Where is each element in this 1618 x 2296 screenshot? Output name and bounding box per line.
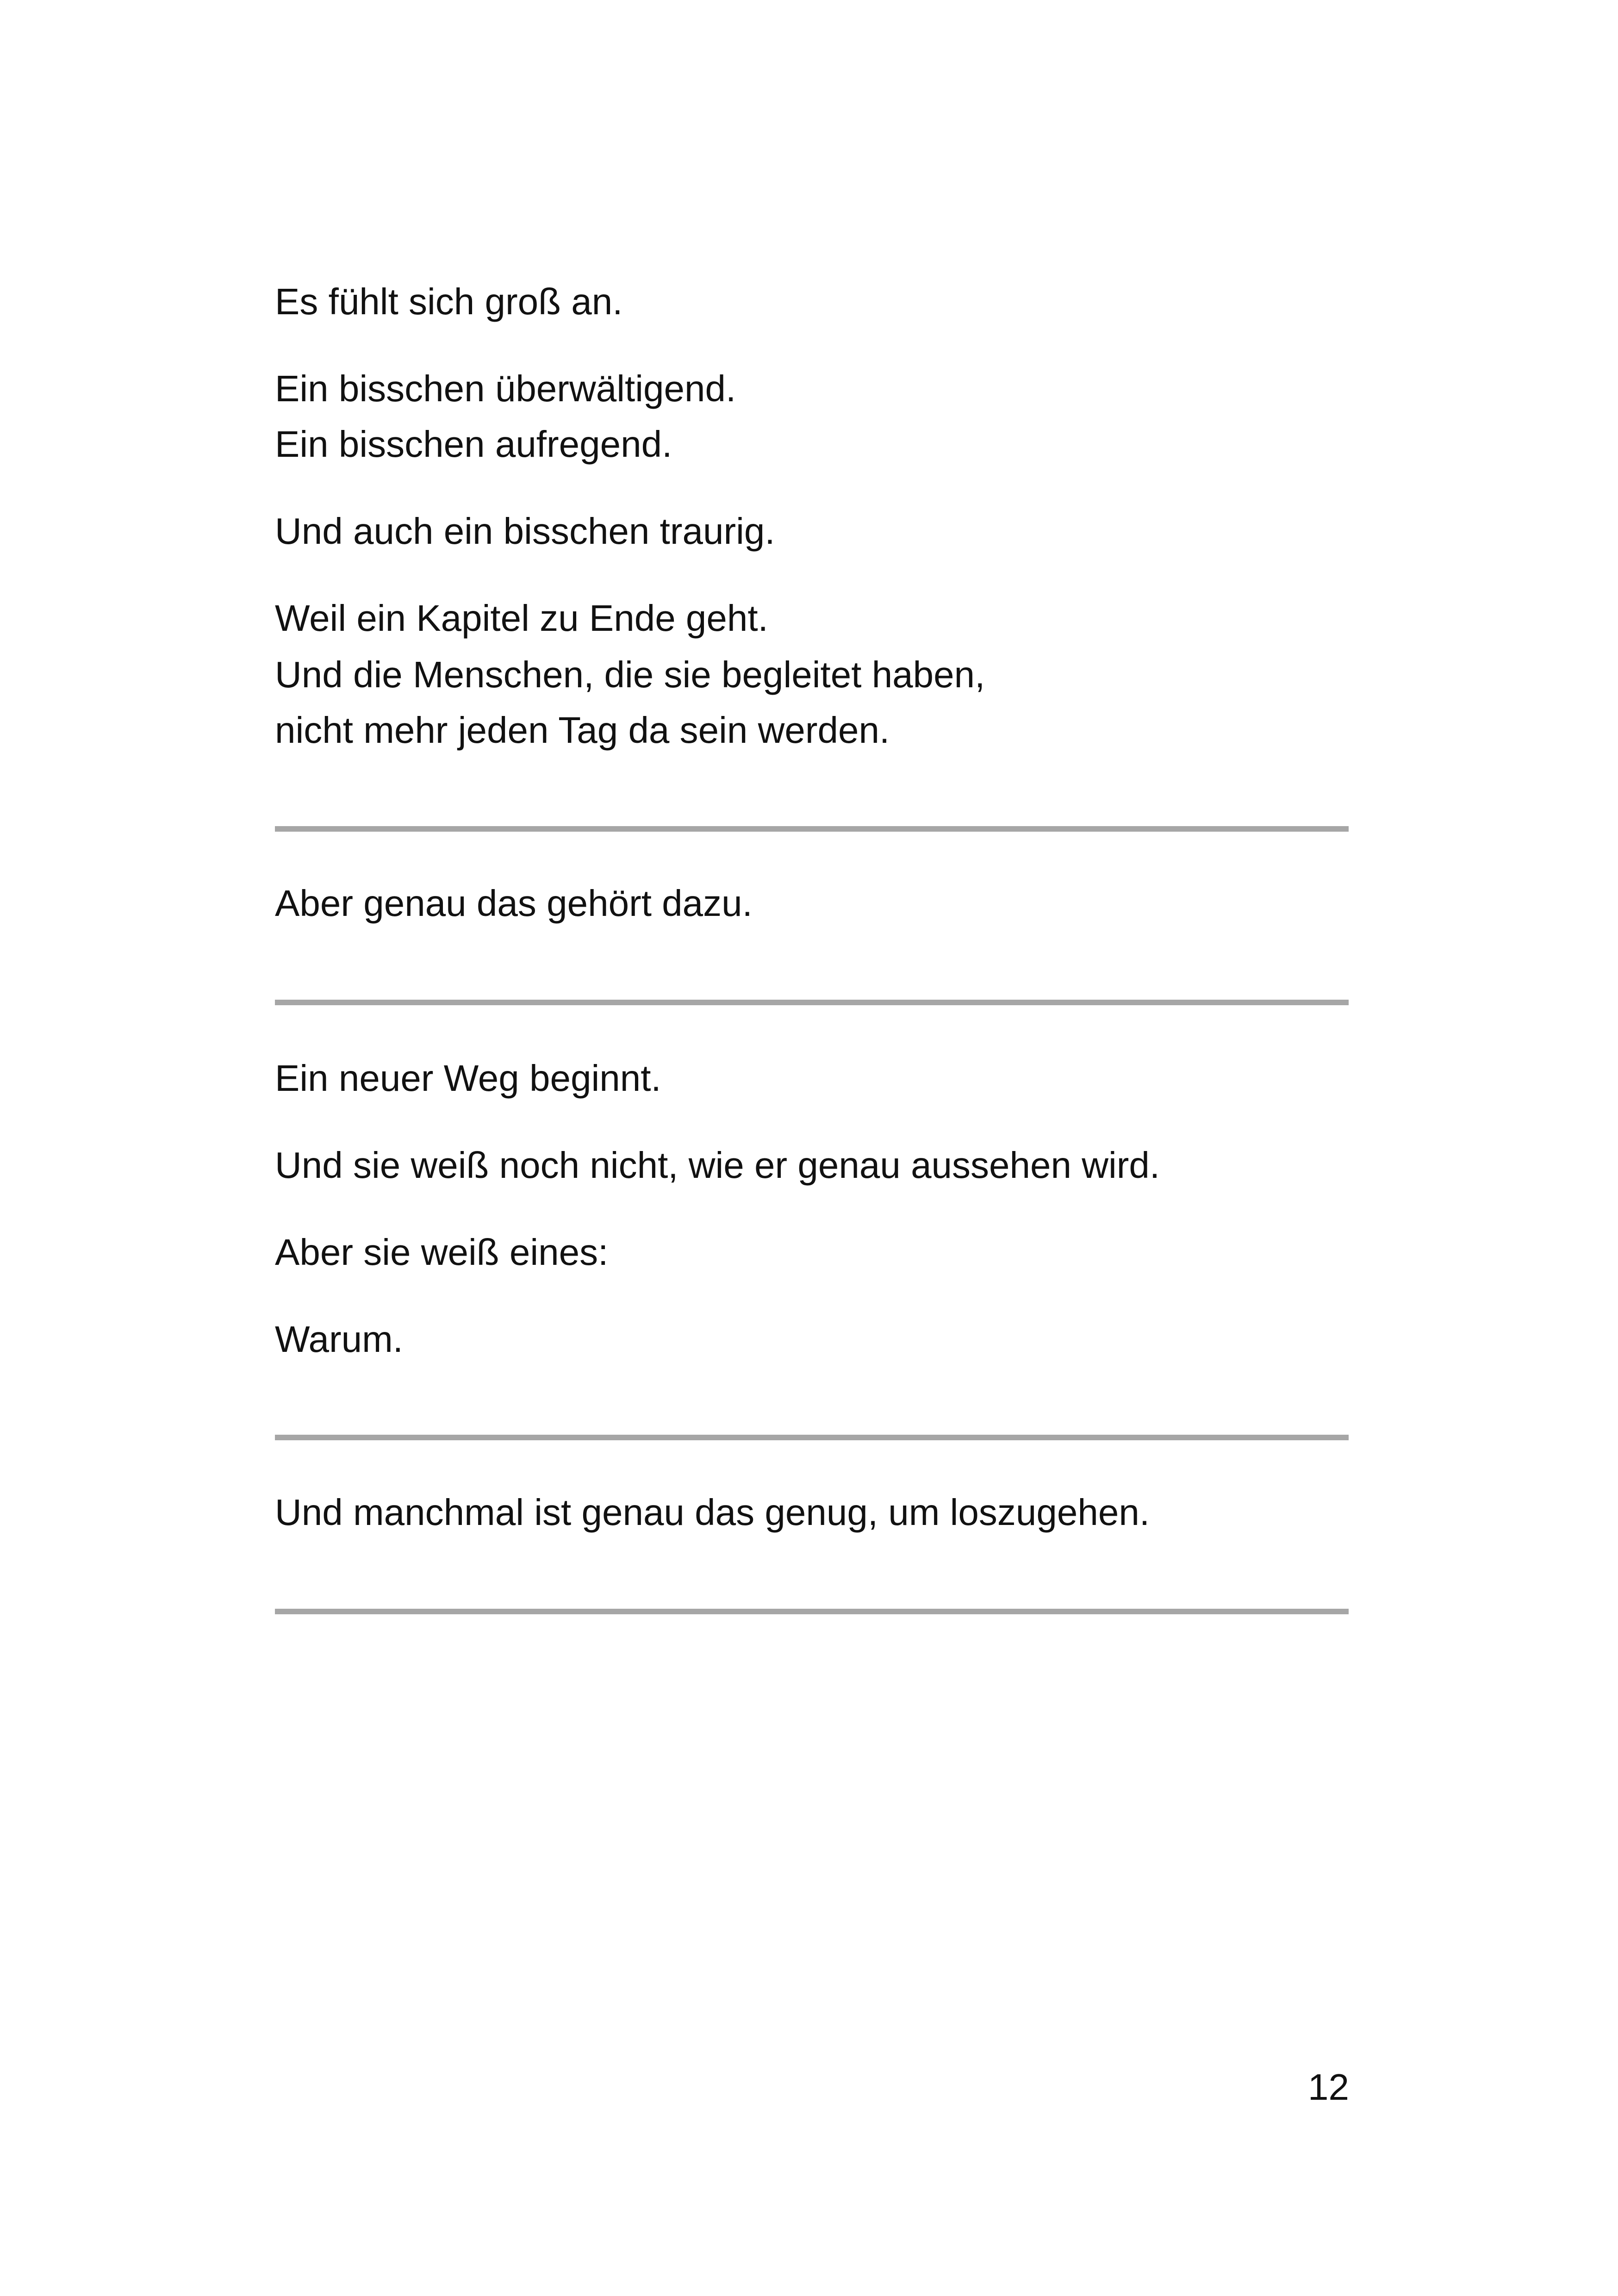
divider-line <box>275 826 1349 832</box>
text-line: Ein neuer Weg beginnt. <box>275 1058 661 1099</box>
text-line: nicht mehr jeden Tag da sein werden. <box>275 709 890 751</box>
text-line: Es fühlt sich groß an. <box>275 281 623 322</box>
divider-line <box>275 1609 1349 1614</box>
page-number: 12 <box>1308 2066 1349 2108</box>
text-line: Und manchmal ist genau das genug, um loszugehen. <box>275 1492 1150 1533</box>
text-line: Und die Menschen, die sie begleitet haben, <box>275 654 985 695</box>
text-line: Ein bisschen aufregend. <box>275 423 672 465</box>
text-line: Ein bisschen überwältigend. <box>275 368 736 409</box>
text-line: Aber genau das gehört dazu. <box>275 883 753 924</box>
text-line: Weil ein Kapitel zu Ende geht. <box>275 597 768 639</box>
text-line: Und auch ein bisschen traurig. <box>275 510 775 552</box>
divider-line <box>275 1435 1349 1440</box>
text-line: Aber sie weiß eines: <box>275 1232 609 1273</box>
divider-line <box>275 1000 1349 1005</box>
text-line: Und sie weiß noch nicht, wie er genau aussehen wird. <box>275 1145 1160 1186</box>
text-line: Warum. <box>275 1319 404 1360</box>
